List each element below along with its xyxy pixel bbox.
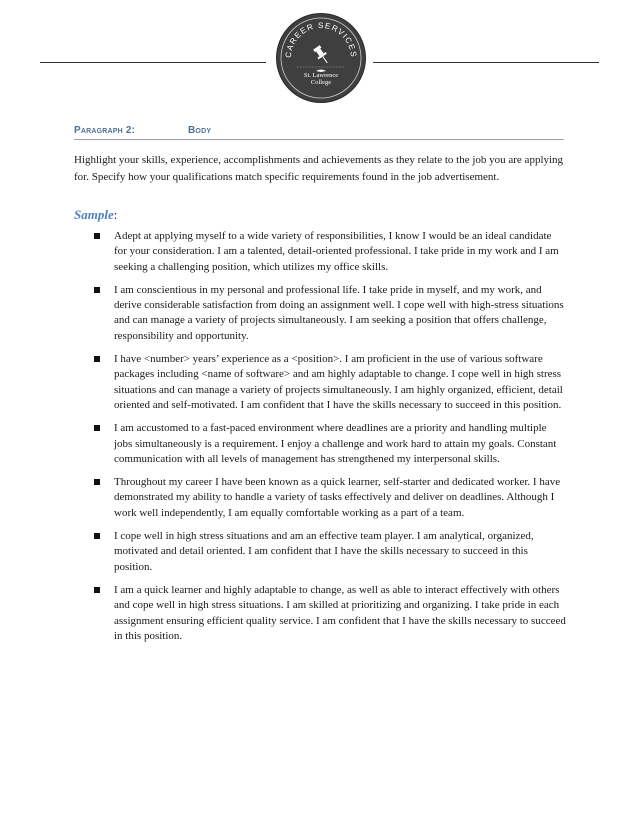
heading-title: Body xyxy=(188,125,212,136)
section-heading xyxy=(74,125,564,140)
list-item xyxy=(94,583,566,644)
logo-college-name xyxy=(277,72,365,86)
list-item-text: I am conscientious in my personal and professional life. I take pride in myself, and my work, and derive considerable satisfaction from doing an assignment well. I cope well with high-stress situations and can manage a variety of projects simultaneously. I am seeking a position that offers challenge, responsibility and opportunity. xyxy=(114,283,564,342)
list-item xyxy=(94,352,566,413)
list-item xyxy=(94,229,566,275)
list-item-text: I have <number> years’ experience as a <position>. I am proficient in the use of various software packages including <name of software> and am highly adaptable to change. I cope well in high stress situations and can manage a variety of projects simultaneously. I am highly organized, efficient, detail oriented and self-motivated. I am confident that I have the skills necessary to succeed in this position. xyxy=(114,353,563,411)
header-rule-right xyxy=(373,62,599,63)
list-item xyxy=(94,529,566,575)
square-bullet-icon xyxy=(94,533,100,539)
list-item xyxy=(94,421,566,467)
list-item-text: I am accustomed to a fast-paced environment where deadlines are a priority and handling multiple jobs simultaneously is a requirement. I enjoy a challenge and work hard to attain my goals. Constant communication with all levels of management has strengthened my interpersonal skills. xyxy=(114,422,557,465)
sample-heading xyxy=(74,207,117,223)
logo-college-line1: St. Lawrence xyxy=(303,72,339,79)
header-rule-left xyxy=(40,62,266,63)
sample-bullet-list xyxy=(94,229,566,652)
intro-paragraph: Highlight your skills, experience, accomplishments and achievements as they relate to the job you are applying for. Specify how your qualifications match specific requirements found in the job advertisement. xyxy=(74,154,564,183)
list-item xyxy=(94,283,566,344)
list-item-text: I cope well in high stress situations and am an effective team player. I am analytical, organized, motivated and detail oriented. I am confident that I have the skills necessary to succeed in this position. xyxy=(114,530,534,573)
logo-graphic xyxy=(277,14,365,102)
square-bullet-icon xyxy=(94,233,100,239)
career-services-logo xyxy=(276,13,366,103)
square-bullet-icon xyxy=(94,356,100,362)
list-item-text: Adept at applying myself to a wide variety of responsibilities, I know I would be an ideal candidate for your consideration. I am a talented, detail-oriented professional. I take pride in my work and I am seeking a challenging position, which utilizes my office skills. xyxy=(114,230,559,273)
logo-arc-text: CAREER SERVICES xyxy=(283,20,359,59)
sample-label: Sample xyxy=(74,207,114,222)
square-bullet-icon xyxy=(94,587,100,593)
sample-colon: : xyxy=(113,207,118,222)
pushpin-icon xyxy=(312,45,331,66)
list-item-text: Throughout my career I have been known as a quick learner, self-starter and dedicated worker. I have demonstrated my ability to handle a variety of tasks effectively and deliver on deadlines. Although I work well independently, I am equally comfortable working as a part of a team. xyxy=(114,476,561,519)
list-item xyxy=(94,475,566,521)
logo-college-line2: College xyxy=(310,79,332,86)
square-bullet-icon xyxy=(94,287,100,293)
square-bullet-icon xyxy=(94,479,100,485)
square-bullet-icon xyxy=(94,425,100,431)
list-item-text: I am a quick learner and highly adaptable to change, as well as able to interact effectively with others and cope well in high stress situations. I am skilled at prioritizing and organizing. I take pride in each assignment ensuring efficient quality service. I am confident that I have the skills necessary to succeed in this position. xyxy=(114,583,566,642)
heading-label: Paragraph 2: xyxy=(74,125,136,136)
